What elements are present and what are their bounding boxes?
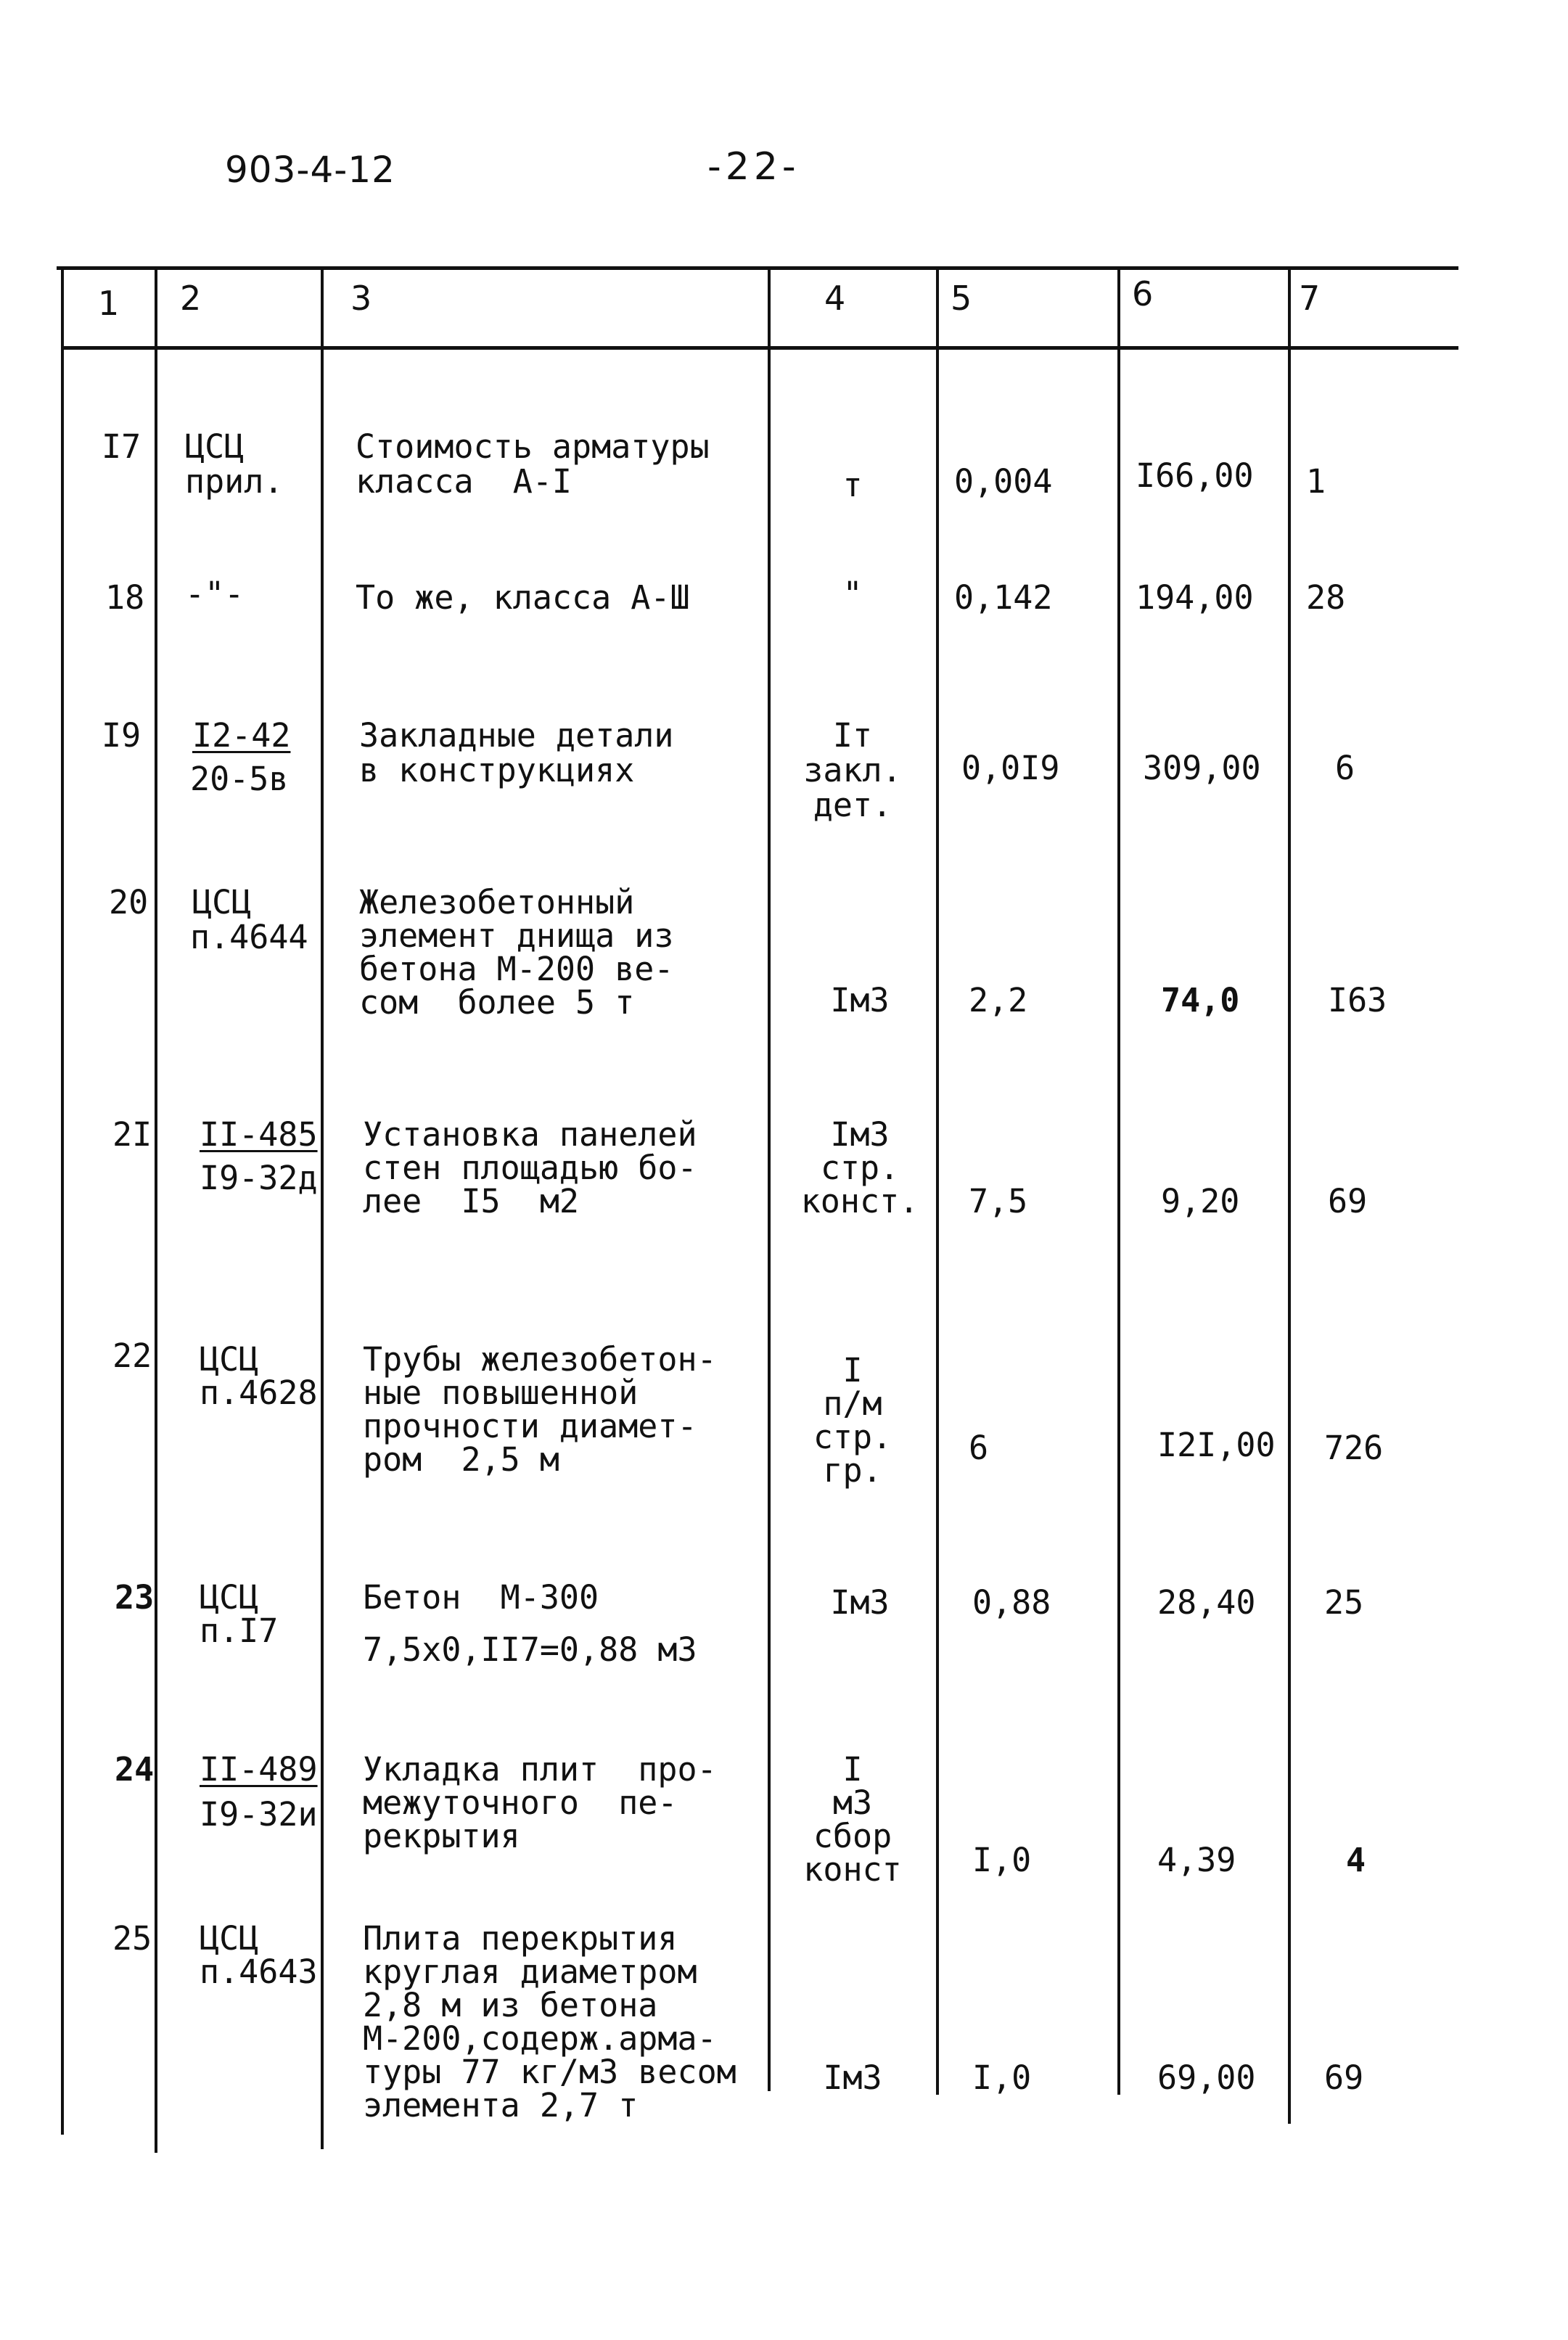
description-line: Бетон М-300 xyxy=(363,1578,599,1617)
unit-line: конст. xyxy=(800,1182,919,1220)
total-cost: 69 xyxy=(1324,2058,1364,2097)
column-rule xyxy=(936,266,939,2095)
code-line: ЦСЦ xyxy=(200,1919,259,1958)
quantity: 0,142 xyxy=(954,578,1053,617)
column-rule xyxy=(61,266,64,2135)
code-line: II-485 xyxy=(200,1115,318,1154)
code-line: ЦСЦ xyxy=(185,427,245,466)
description-line: рекрытия xyxy=(363,1817,520,1855)
column-header: 7 xyxy=(1299,279,1321,318)
description-line: 2,8 м из бетона xyxy=(363,1986,658,2024)
description-line: ром 2,5 м xyxy=(363,1440,559,1479)
code-line: п.4644 xyxy=(190,918,308,956)
column-rule xyxy=(768,266,771,2091)
unit-price: I2I,00 xyxy=(1157,1426,1276,1464)
code-line: п.4643 xyxy=(200,1953,318,1991)
code-line: I9-32д xyxy=(200,1159,318,1197)
column-header: 3 xyxy=(350,279,372,318)
unit-line: конст xyxy=(803,1850,902,1889)
unit-line: Iт xyxy=(832,716,873,755)
unit-line: IмЗ xyxy=(830,1583,890,1622)
quantity: 0,004 xyxy=(954,462,1053,501)
quantity: 7,5 xyxy=(969,1182,1028,1220)
column-header: 6 xyxy=(1132,274,1154,313)
total-cost: 69 xyxy=(1328,1182,1368,1220)
column-header: 5 xyxy=(951,279,972,318)
unit-line: I xyxy=(842,1750,863,1789)
description-line: стен площадью бо- xyxy=(363,1149,697,1187)
code-line: п.4628 xyxy=(200,1374,318,1412)
unit-line: стр. xyxy=(820,1149,900,1187)
column-rule xyxy=(155,266,157,2153)
code-line: ЦСЦ xyxy=(200,1340,259,1379)
code-line: II-489 xyxy=(200,1750,318,1789)
unit-price: 194,00 xyxy=(1136,578,1254,617)
total-cost: 1 xyxy=(1306,462,1326,501)
unit-price: I66,00 xyxy=(1136,456,1254,495)
unit-line: т xyxy=(842,466,863,504)
description-line: Стоимость арматуры xyxy=(356,427,710,466)
description-line: 7,5х0,II7=0,88 м3 xyxy=(363,1630,697,1669)
row-number: 25 xyxy=(112,1919,152,1958)
description-line: Трубы железобетон- xyxy=(363,1340,717,1379)
description-line: Железобетонный xyxy=(359,883,635,921)
code-line: п.I7 xyxy=(200,1612,279,1650)
row-number: 23 xyxy=(115,1578,155,1617)
unit-line: I xyxy=(842,1351,863,1389)
description-line: бетона М-200 ве- xyxy=(359,950,674,988)
column-rule xyxy=(321,266,324,2149)
code-line: I2-42 xyxy=(192,716,291,755)
row-number: 18 xyxy=(105,578,145,617)
page-number: -22- xyxy=(707,145,800,189)
code-line: прил. xyxy=(185,462,284,501)
description-line: элемента 2,7 т xyxy=(363,2086,639,2125)
total-cost: 28 xyxy=(1306,578,1346,617)
unit-line: п/м xyxy=(823,1384,882,1423)
unit-price: 309,00 xyxy=(1143,749,1261,787)
total-cost: 6 xyxy=(1335,749,1355,787)
description-line: туры 77 кг/м3 весом xyxy=(363,2053,736,2091)
description-line: круглая диаметром xyxy=(363,1953,697,1991)
unit-line: сбор xyxy=(813,1817,892,1855)
unit-price: 74,0 xyxy=(1161,981,1240,1019)
unit-line: гр. xyxy=(823,1451,882,1490)
total-cost: 4 xyxy=(1346,1841,1366,1879)
description-line: прочности диамет- xyxy=(363,1407,697,1445)
description-line: в конструкциях xyxy=(359,751,635,789)
unit-price: 69,00 xyxy=(1157,2058,1256,2097)
table-top-rule xyxy=(57,266,1458,270)
description-line: элемент днища из xyxy=(359,916,674,955)
unit-line: IмЗ xyxy=(823,2058,882,2097)
quantity: I,0 xyxy=(972,1841,1032,1879)
row-number: 22 xyxy=(112,1337,152,1375)
row-number: 20 xyxy=(109,883,149,921)
quantity: I,0 xyxy=(972,2058,1032,2097)
code-line: ЦСЦ xyxy=(200,1578,259,1617)
code-line: -"- xyxy=(185,575,245,613)
quantity: 0,88 xyxy=(972,1583,1051,1622)
description-line: Установка панелей xyxy=(363,1115,697,1154)
column-rule xyxy=(1288,266,1291,2124)
unit-price: 9,20 xyxy=(1161,1182,1240,1220)
unit-line: стр. xyxy=(813,1418,892,1456)
description-line: ные повышенной xyxy=(363,1374,639,1412)
column-header: 2 xyxy=(180,279,202,318)
row-number: I9 xyxy=(102,716,141,755)
description-line: лее I5 м2 xyxy=(363,1182,580,1220)
column-rule xyxy=(1117,266,1120,2095)
description-line: То же, класса А-Ш xyxy=(356,578,690,617)
unit-line: закл. xyxy=(803,751,902,789)
description-line: Плита перекрытия xyxy=(363,1919,678,1958)
total-cost: 25 xyxy=(1324,1583,1364,1622)
document-code: 903-4-12 xyxy=(225,149,395,191)
unit-line: IмЗ xyxy=(830,981,890,1019)
unit-price: 4,39 xyxy=(1157,1841,1236,1879)
unit-price: 28,40 xyxy=(1157,1583,1256,1622)
description-line: Закладные детали xyxy=(359,716,674,755)
code-line: I9-32и xyxy=(200,1795,318,1834)
quantity: 0,0I9 xyxy=(961,749,1060,787)
total-cost: 726 xyxy=(1324,1429,1384,1467)
unit-line: м3 xyxy=(832,1783,873,1822)
description-line: сом более 5 т xyxy=(359,983,635,1022)
quantity: 6 xyxy=(969,1429,989,1467)
unit-line: IмЗ xyxy=(830,1115,890,1154)
unit-line: " xyxy=(842,575,863,613)
column-header: 4 xyxy=(824,279,846,318)
row-number: 2I xyxy=(112,1115,152,1154)
description-line: Укладка плит про- xyxy=(363,1750,717,1789)
column-header: 1 xyxy=(98,284,120,323)
description-line: класса А-I xyxy=(356,462,572,501)
row-number: 24 xyxy=(115,1750,155,1789)
description-line: М-200,содерж.арма- xyxy=(363,2019,717,2058)
header-bottom-rule xyxy=(62,346,1458,350)
quantity: 2,2 xyxy=(969,981,1028,1019)
row-number: I7 xyxy=(102,427,141,466)
code-line: ЦСЦ xyxy=(192,883,252,921)
total-cost: I63 xyxy=(1328,981,1387,1019)
unit-line: дет. xyxy=(813,786,892,824)
description-line: межуточного пе- xyxy=(363,1783,678,1822)
code-line: 20-5в xyxy=(190,760,289,798)
